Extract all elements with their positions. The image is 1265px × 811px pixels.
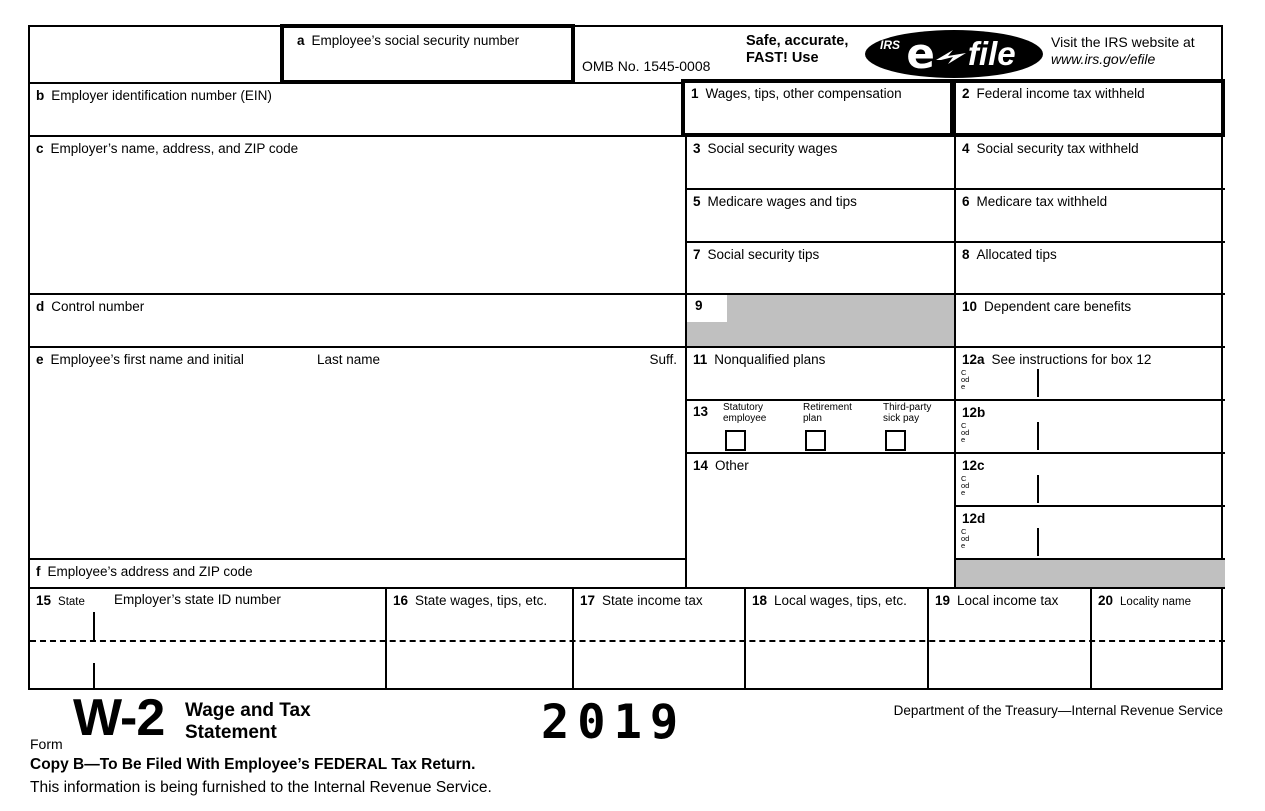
box-12a-code-label: Code bbox=[961, 368, 970, 391]
box-b-cell[interactable] bbox=[30, 82, 685, 135]
box-15-label: State bbox=[58, 596, 85, 608]
omb-number: OMB No. 1545-0008 bbox=[582, 58, 711, 74]
box-4-cell[interactable] bbox=[954, 135, 1225, 188]
box-12a-code-divider bbox=[1037, 369, 1039, 397]
box-d-letter: d bbox=[36, 299, 45, 314]
box-12d-code-label: Code bbox=[961, 527, 970, 550]
box-19-cell[interactable] bbox=[927, 587, 1090, 688]
box-4-number: 4 bbox=[962, 141, 970, 156]
box-e-label: Employee’s first name and initial bbox=[50, 352, 244, 367]
tax-year: 2019 bbox=[541, 695, 687, 750]
box-14-cell[interactable] bbox=[685, 452, 954, 587]
box-f-cell[interactable] bbox=[30, 558, 685, 587]
last-name-label: Last name bbox=[317, 352, 381, 367]
box-9-number: 9 bbox=[695, 298, 703, 313]
box-12d-code-divider bbox=[1037, 528, 1039, 556]
box-5-cell[interactable] bbox=[685, 188, 954, 241]
safe-accurate-line1: Safe, accurate, bbox=[746, 33, 849, 49]
box-c-letter: c bbox=[36, 141, 44, 156]
box-12d-cell[interactable] bbox=[954, 505, 1225, 558]
safe-accurate-text bbox=[746, 33, 848, 67]
box-18-cell[interactable] bbox=[744, 587, 927, 688]
box-c-cell[interactable] bbox=[30, 135, 685, 293]
suffix-label: Suff. bbox=[649, 352, 677, 367]
box-a-label: Employee’s social security number bbox=[311, 33, 520, 48]
employer-state-id-label: Employer’s state ID number bbox=[114, 592, 281, 607]
box-7-number: 7 bbox=[693, 247, 701, 262]
box-12c-cell[interactable] bbox=[954, 452, 1225, 505]
box-5-number: 5 bbox=[693, 194, 701, 209]
box-10-cell[interactable] bbox=[954, 293, 1225, 346]
box-c-label: Employer’s name, address, and ZIP code bbox=[50, 141, 299, 156]
box-17-cell[interactable] bbox=[572, 587, 744, 688]
box-d-label: Control number bbox=[51, 299, 145, 314]
third-party-sick-pay-checkbox[interactable] bbox=[885, 430, 906, 451]
box-14-label: Other bbox=[715, 458, 749, 473]
form-number-title: W-2 bbox=[73, 689, 165, 747]
form-word: Form bbox=[30, 736, 63, 752]
box-20-label: Locality name bbox=[1120, 596, 1191, 608]
box-6-label: Medicare tax withheld bbox=[976, 194, 1108, 209]
wage-tax-statement-title: Wage and Tax Statement bbox=[185, 700, 311, 743]
box-a-cell[interactable] bbox=[280, 24, 575, 84]
box-12a-number: 12a bbox=[962, 352, 985, 367]
box-2-label: Federal income tax withheld bbox=[976, 86, 1145, 101]
safe-accurate-line2: FAST! Use bbox=[746, 50, 819, 66]
furnish-notice: This information is being furnished to the Internal Revenue Service. bbox=[30, 779, 492, 796]
box-18-label: Local wages, tips, etc. bbox=[774, 593, 907, 608]
box-16-label: State wages, tips, etc. bbox=[415, 593, 548, 608]
box-7-cell[interactable] bbox=[685, 241, 954, 293]
box-8-cell[interactable] bbox=[954, 241, 1225, 293]
box-f-letter: f bbox=[36, 564, 41, 579]
box-8-label: Allocated tips bbox=[976, 247, 1057, 262]
visit-line1: Visit the IRS website at bbox=[1051, 34, 1195, 50]
box-d-cell[interactable] bbox=[30, 293, 685, 346]
shaded-strip bbox=[954, 558, 1225, 587]
box-3-cell[interactable] bbox=[685, 135, 954, 188]
box-7-label: Social security tips bbox=[707, 247, 820, 262]
efile-irs-text: IRS bbox=[880, 38, 901, 52]
box-12a-label: See instructions for box 12 bbox=[991, 352, 1152, 367]
statutory-employee-label: Statutory employee bbox=[723, 402, 767, 424]
box-6-number: 6 bbox=[962, 194, 970, 209]
box-12b-cell[interactable] bbox=[954, 399, 1225, 452]
box-1-label: Wages, tips, other compensation bbox=[705, 86, 902, 101]
box-b-letter: b bbox=[36, 88, 45, 103]
box-15-number: 15 bbox=[36, 593, 52, 608]
box-b-label: Employer identification number (EIN) bbox=[51, 88, 272, 103]
box-12d-number: 12d bbox=[962, 511, 986, 526]
box-4-label: Social security tax withheld bbox=[976, 141, 1139, 156]
box-12c-code-divider bbox=[1037, 475, 1039, 503]
box-3-number: 3 bbox=[693, 141, 701, 156]
retirement-plan-checkbox[interactable] bbox=[805, 430, 826, 451]
box-2-cell[interactable] bbox=[952, 79, 1225, 137]
efile-e-text: e bbox=[906, 29, 935, 78]
box-8-number: 8 bbox=[962, 247, 970, 262]
box-17-number: 17 bbox=[580, 593, 596, 608]
box-20-cell[interactable] bbox=[1090, 587, 1225, 688]
department-treasury-text: Department of the Treasury—Internal Revenue Service bbox=[893, 703, 1223, 718]
box-17-label: State income tax bbox=[602, 593, 703, 608]
box-12b-code-divider bbox=[1037, 422, 1039, 450]
efile-file-text: file bbox=[967, 35, 1016, 72]
state-abbr-divider-bottom bbox=[93, 663, 95, 690]
box-3-label: Social security wages bbox=[707, 141, 838, 156]
box-19-number: 19 bbox=[935, 593, 951, 608]
state-abbr-divider-top bbox=[93, 612, 95, 640]
visit-irs-text bbox=[1051, 34, 1195, 68]
box-16-cell[interactable] bbox=[385, 587, 572, 688]
irs-efile-logo bbox=[865, 30, 1043, 78]
box-1-cell[interactable] bbox=[681, 79, 954, 137]
box-18-number: 18 bbox=[752, 593, 768, 608]
lightning-bolt-icon bbox=[936, 49, 966, 65]
box-12b-number: 12b bbox=[962, 405, 986, 420]
box-e-cell[interactable] bbox=[30, 346, 685, 558]
box-12a-cell[interactable] bbox=[954, 346, 1225, 399]
box-2-number: 2 bbox=[962, 86, 970, 101]
box-e-letter: e bbox=[36, 352, 44, 367]
box-20-number: 20 bbox=[1098, 593, 1114, 608]
box-9-white-corner bbox=[687, 295, 727, 322]
statutory-employee-checkbox[interactable] bbox=[725, 430, 746, 451]
box-16-number: 16 bbox=[393, 593, 409, 608]
box-1-number: 1 bbox=[691, 86, 699, 101]
third-party-sick-pay-label: Third-party sick pay bbox=[883, 402, 932, 424]
box-11-number: 11 bbox=[693, 352, 708, 367]
box-12c-number: 12c bbox=[962, 458, 985, 473]
box-f-label: Employee’s address and ZIP code bbox=[47, 564, 253, 579]
box-13-cell bbox=[685, 399, 954, 452]
state-row-dashed-divider bbox=[30, 640, 1225, 642]
copy-b-notice: Copy B—To Be Filed With Employee’s FEDERAL Tax Return. bbox=[30, 756, 476, 773]
box-11-label: Nonqualified plans bbox=[714, 352, 826, 367]
box-15-cell[interactable] bbox=[30, 587, 385, 688]
box-5-label: Medicare wages and tips bbox=[707, 194, 857, 209]
box-12b-code-label: Code bbox=[961, 421, 970, 444]
box-14-number: 14 bbox=[693, 458, 709, 473]
box-12c-code-label: Code bbox=[961, 474, 970, 497]
box-13-number: 13 bbox=[693, 404, 709, 419]
box-9-cell bbox=[685, 293, 954, 346]
box-10-label: Dependent care benefits bbox=[984, 299, 1132, 314]
box-10-number: 10 bbox=[962, 299, 978, 314]
box-19-label: Local income tax bbox=[957, 593, 1059, 608]
box-a-letter: a bbox=[297, 33, 305, 48]
box-6-cell[interactable] bbox=[954, 188, 1225, 241]
w2-form-grid bbox=[28, 25, 1223, 690]
retirement-plan-label: Retirement plan bbox=[803, 402, 852, 424]
box-11-cell[interactable] bbox=[685, 346, 954, 399]
irs-efile-url: www.irs.gov/efile bbox=[1051, 51, 1156, 67]
